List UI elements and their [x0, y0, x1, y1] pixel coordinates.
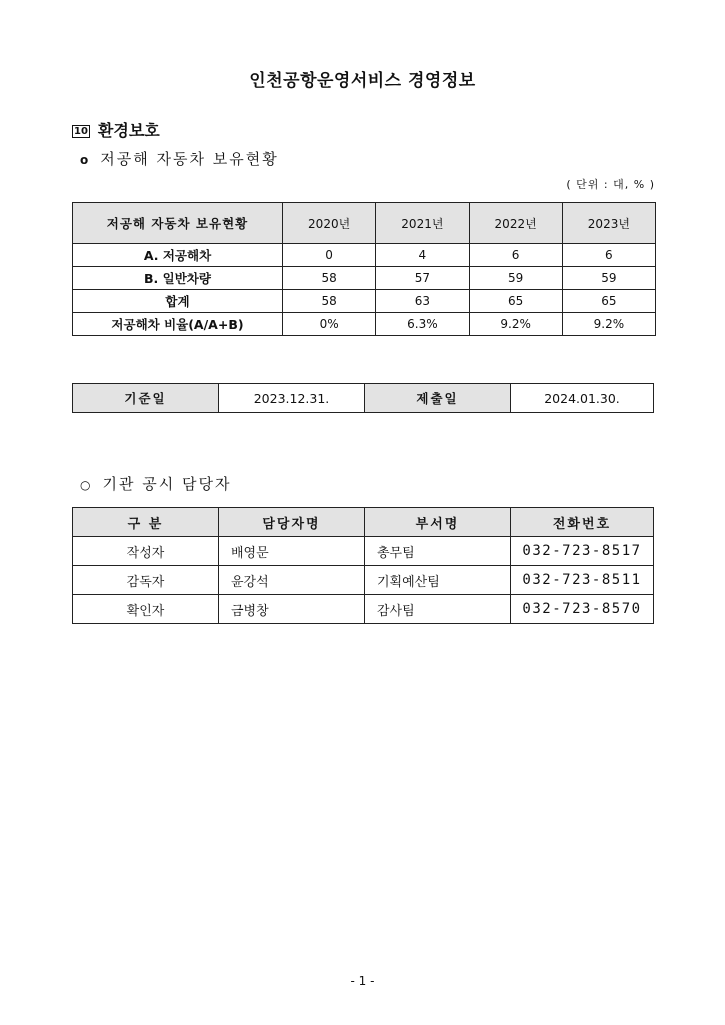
contact-role: 작성자 [73, 537, 219, 566]
contact-table [72, 507, 654, 624]
table-cell: 57 [376, 267, 469, 290]
contact-role: 감독자 [73, 566, 219, 595]
table-cell: 6.3% [376, 313, 469, 336]
page-number: - 1 - [350, 974, 375, 988]
table-header-cell: 2020년 [283, 203, 376, 244]
bullet-circle-icon: ○ [80, 478, 93, 492]
row-label: 저공해차 비율(A/A+B) [73, 313, 283, 336]
subsection-title: 기관 공시 담당자 [102, 475, 232, 493]
contact-role: 확인자 [73, 595, 219, 624]
row-label: 합계 [73, 290, 283, 313]
base-date-value: 2023.12.31. [219, 384, 365, 413]
table-cell: 6 [562, 244, 655, 267]
table-header-row [73, 203, 656, 244]
section-number: 10 [74, 126, 88, 137]
table-cell: 65 [562, 290, 655, 313]
unit-note: ( 단위 : 대, % ) [566, 178, 655, 191]
table-header-cell: 담당자명 [219, 508, 365, 537]
table-cell: 6 [469, 244, 562, 267]
contact-dept: 감사팀 [365, 595, 511, 624]
contact-dept: 총무팀 [365, 537, 511, 566]
table-cell: 59 [562, 267, 655, 290]
table-cell: 9.2% [562, 313, 655, 336]
subsection-heading-vehicles [80, 148, 279, 169]
contact-phone: 032-723-8570 [511, 595, 654, 624]
base-date-label: 기준일 [73, 384, 219, 413]
table-cell: 63 [376, 290, 469, 313]
row-label: B. 일반차량 [73, 267, 283, 290]
table-header-cell: 구 분 [73, 508, 219, 537]
vehicle-table [72, 202, 656, 336]
subsection-heading-contacts [80, 473, 231, 494]
table-row [73, 566, 654, 595]
section-title: 환경보호 [97, 121, 160, 140]
document-title: 인천공항운영서비스 경영정보 [249, 71, 476, 91]
contact-phone: 032-723-8511 [511, 566, 654, 595]
contact-name: 배영문 [219, 537, 365, 566]
section-heading [72, 118, 160, 141]
table-cell: 58 [283, 267, 376, 290]
submit-date-label: 제출일 [365, 384, 511, 413]
table-cell: 59 [469, 267, 562, 290]
table-cell: 9.2% [469, 313, 562, 336]
table-row [73, 537, 654, 566]
table-header-cell: 2021년 [376, 203, 469, 244]
table-cell: 4 [376, 244, 469, 267]
table-cell: 58 [283, 290, 376, 313]
dates-row [73, 384, 654, 413]
table-cell: 0% [283, 313, 376, 336]
table-header-cell: 2023년 [562, 203, 655, 244]
table-header-cell: 저공해 자동차 보유현황 [73, 203, 283, 244]
table-row [73, 313, 656, 336]
table-cell: 65 [469, 290, 562, 313]
contact-phone: 032-723-8517 [511, 537, 654, 566]
table-row [73, 267, 656, 290]
table-header-cell: 2022년 [469, 203, 562, 244]
contact-name: 금병창 [219, 595, 365, 624]
table-row [73, 290, 656, 313]
table-header-cell: 전화번호 [511, 508, 654, 537]
row-label: A. 저공해차 [73, 244, 283, 267]
subsection-title: 저공해 자동차 보유현황 [100, 150, 279, 168]
table-row [73, 595, 654, 624]
table-cell: 0 [283, 244, 376, 267]
table-header-cell: 부서명 [365, 508, 511, 537]
dates-table [72, 383, 654, 413]
table-row [73, 244, 656, 267]
submit-date-value: 2024.01.30. [511, 384, 654, 413]
contact-dept: 기획예산팀 [365, 566, 511, 595]
bullet-circle-icon: o [80, 153, 91, 167]
contact-name: 윤강석 [219, 566, 365, 595]
table-header-row [73, 508, 654, 537]
